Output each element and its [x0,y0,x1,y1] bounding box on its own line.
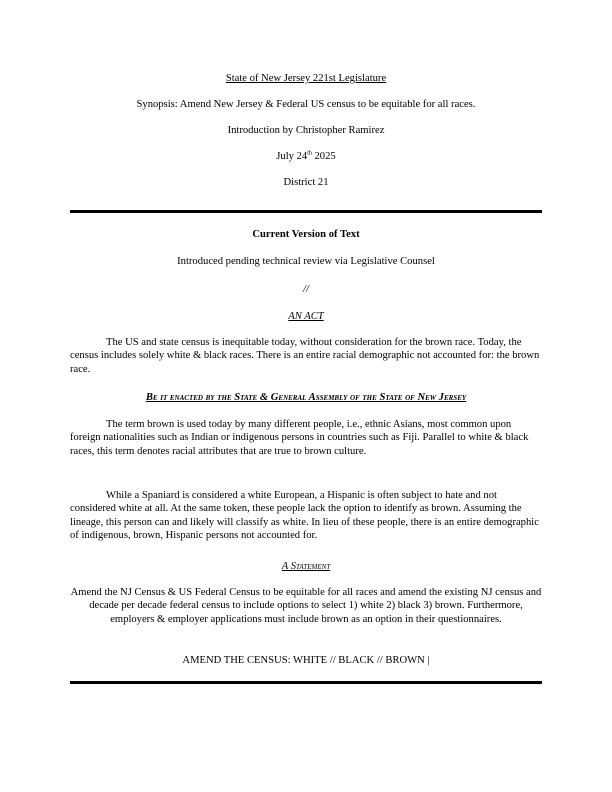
legislature-title: State of New Jersey 221st Legislature [225,73,387,84]
enacting-clause: Be it enacted by the State & General Assembly of the State of New Jersey [145,392,467,403]
paragraph-2-text: The term brown is used today by many different people, i.e., ethnic Asians, most common upon foreign nationalities such as Indian or indigenous persons in countries such as Fiji. Parallel to white & black races, this term denotes racial attributes that are true to brown culture. [70,419,529,457]
paragraph-2 [70,418,542,458]
act-heading: AN ACT [288,311,324,322]
top-divider [70,210,542,213]
version-heading: Current Version of Text [252,229,360,240]
date-day: July 24 [276,151,308,162]
district: District 21 [283,177,329,188]
bottom-divider [70,681,542,684]
separator: // [303,284,309,295]
paragraph-3 [70,489,542,543]
closing-line: AMEND THE CENSUS: WHITE // BLACK // BROWN | [182,655,430,666]
statement-heading: A Statement [281,561,331,572]
statement-text: Amend the NJ Census & US Federal Census to be equitable for all races and amend the existing NJ census and decade per decade federal census to include options to select 1) white 2) black 3) brown. Furthermore, employers & employer applications must include brown as an option in their questionnaires. [70,587,542,625]
introduction: Introduction by Christopher Ramirez [227,125,385,136]
paragraph-1-text: The US and state census is inequitable today, without consideration for the brown race. Today, the census includes solely white & black races. There is an entire racial demographic not accounted for: the brown race. [70,337,540,375]
date-year: 2025 [311,151,336,162]
status-line: Introduced pending technical review via Legislative Counsel [177,256,435,267]
date-ordinal: th [307,150,312,157]
paragraph-3-text: While a Spaniard is considered a white European, a Hispanic is often subject to hate and not considered white at all. At the same token, these people lack the option to identify as brown. Assuming the lineage, this person can and likely will classify as white. In lieu of these people, there is an entire demographic of indigenous, brown, Hispanic persons not accounted for. [70,490,539,542]
paragraph-1 [70,336,542,376]
synopsis: Synopsis: Amend New Jersey & Federal US census to be equitable for all races. [136,99,476,110]
date [70,150,542,163]
